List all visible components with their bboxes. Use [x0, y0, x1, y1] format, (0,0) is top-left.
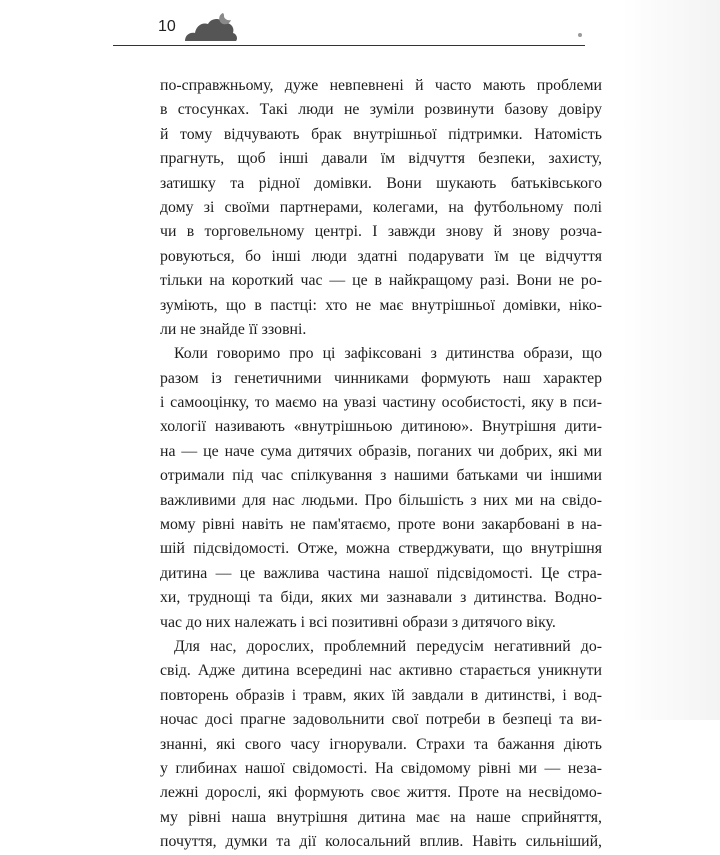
page-edge-shadow: [622, 0, 720, 720]
text-line: важливими для нас людьми. Про більшість з них ми на свідо-: [160, 491, 602, 509]
text-line: хи, труднощі та біди, яких ми зазнавали з дитинства. Водно-: [160, 589, 602, 607]
text-line: отримали під час спілкування з нашими батьками чи іншими: [160, 467, 602, 485]
paragraph-first-line: Коли говоримо про ці зафіксовані з дитинства образи, що: [174, 345, 602, 363]
cloud-moon-icon: [183, 10, 239, 44]
text-line: тільки на короткий час — це в найкращому разі. Вони не ро-: [160, 272, 602, 290]
text-line: лежні дорослі, які формують своє життя. Проте на несвідомо-: [160, 784, 602, 802]
text-line: свід. Адже дитина всередині нас активно старається уникнути: [160, 662, 602, 680]
text-line: на — це наче сума дитячих образів, поганих чи добрих, які ми: [160, 442, 602, 460]
text-line: час до них належать і всі позитивні образи з дитячого віку.: [160, 613, 556, 631]
text-line: ровуються, бо інші люди здатні подарувати їм це відчуття: [160, 247, 602, 265]
text-line: дитина — це важлива частина нашої підсвідомості. Це стра-: [160, 564, 602, 582]
text-line: по-справжньому, дуже невпевнені й часто мають проблеми: [160, 77, 602, 94]
text-line: прагнуть, щоб інші давали їм відчуття безпеки, захисту,: [160, 150, 602, 168]
text-line: повторень образів і травм, яких їй завдали в дитинстві, і вод-: [160, 686, 602, 704]
text-line: шій підсвідомості. Отже, можна стверджувати, що внутрішня: [160, 540, 602, 558]
text-line: ли не знайде її ззовні.: [160, 320, 307, 338]
paragraph-first-line: Для нас, дорослих, проблемний передусім негативний до-: [174, 637, 602, 655]
page-body: [160, 74, 602, 855]
text-line: зуміють, що в пастці: хто не має внутрішньої домівки, ніко-: [160, 296, 602, 314]
text-line: мому рівні навіть не пам'ятаємо, проте вони закарбовані в на-: [160, 516, 602, 534]
text-line: у глибинах нашої свідомості. На свідомому рівні ми — неза-: [160, 759, 602, 777]
text-line: дому зі своїми партнерами, колегами, на футбольному полі: [160, 198, 602, 216]
header-dot: [578, 33, 582, 37]
text-line: знанні, які свого часу ігнорували. Страхи та бажання діють: [160, 735, 602, 753]
text-line: в стосунках. Такі люди не зуміли розвинути базову довіру: [160, 101, 602, 119]
text-line: ночас досі прагне задовольнити свої потреби в безпеці та ви-: [160, 711, 602, 729]
text-line: затишку та рідної домівки. Вони шукають батьківського: [160, 174, 602, 192]
text-line: разом із генетичними чинниками формують наш характер: [160, 369, 602, 387]
page-number: 10: [158, 18, 176, 35]
text-line: хології називають «внутрішньою дитиною». Внутрішня дити-: [160, 418, 602, 436]
text-line: чи в торговельному центрі. І завжди знову й знову розча-: [160, 223, 602, 241]
text-line: почуття, думки та дії колосальний вплив. Навіть сильніший,: [160, 833, 602, 851]
text-line: і самооцінку, то маємо на увазі частину особистості, яку в пси-: [160, 394, 602, 412]
header-rule: [113, 45, 585, 46]
text-line: й тому відчувають брак внутрішньої підтримки. Натомість: [160, 125, 602, 143]
text-line: му рівні наша внутрішня дитина має на наше сприйняття,: [160, 808, 602, 826]
